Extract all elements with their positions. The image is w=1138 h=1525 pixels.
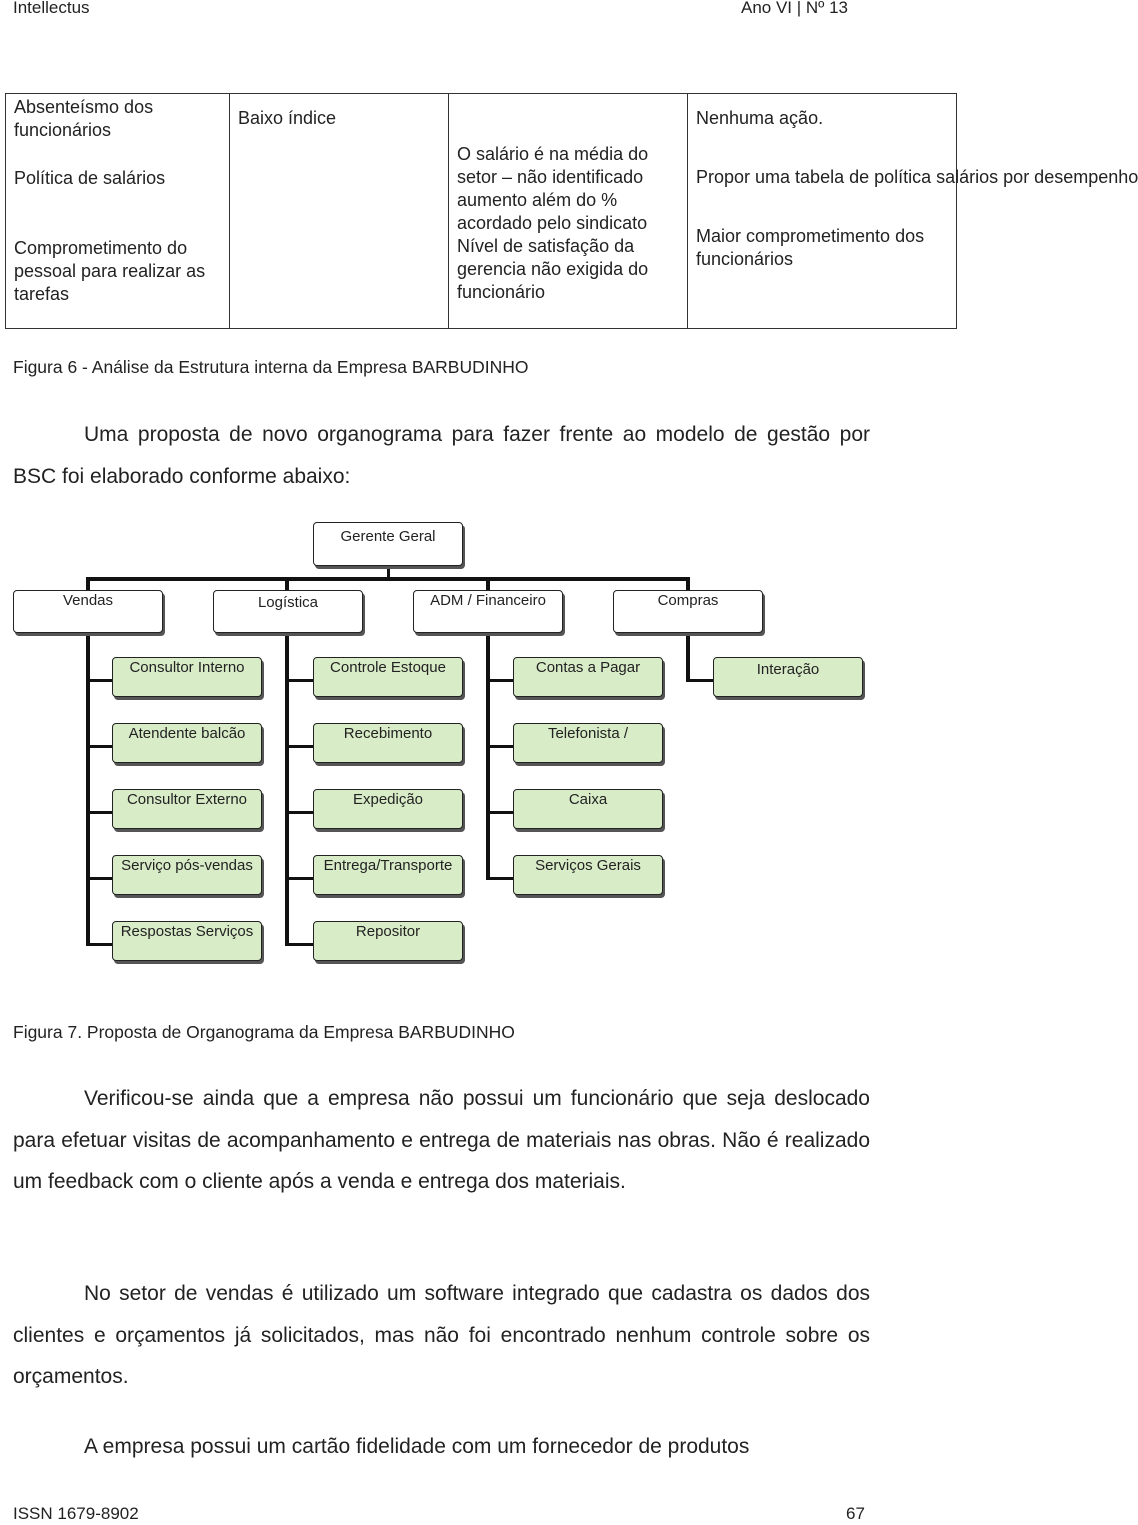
journal-name: Intellectus [13,0,90,17]
action-commitment: Maior comprometimento dos funcionários [696,226,925,269]
paragraph-loyalty: A empresa possui um cartão fidelidade com um fornecedor de produtos [84,1435,750,1458]
connector-compras-trunk [686,633,690,682]
paragraph-software: No setor de vendas é utilizado um software integrado que cadastra os dados dos clientes e orçamentos já solicitados, mas não foi encontrado nenhum controle sobre os orçamentos. [13,1282,870,1388]
issue-label: Ano VI | Nº 13 [741,0,849,17]
action-none: Nenhuma ação. [696,108,824,128]
org-logistica-repositor: Repositor [313,921,463,961]
org-vendas-consultor-externo: Consultor Externo [112,789,262,829]
org-logistica-entrega-transporte: Entrega/Transporte [313,855,463,895]
org-logistica-controle-estoque: Controle Estoque [313,657,463,697]
org-vendas-servico-pos-vendas: Serviço pós-vendas [112,855,262,895]
action-salary-table: Propor uma tabela de política salários por desempenho [696,167,1138,187]
org-logistica-expedicao: Expedição [313,789,463,829]
issn-label: ISSN 1679-8902 [13,1504,139,1523]
org-dept-vendas: Vendas [13,590,163,633]
page-number: 67 [846,1504,865,1523]
table-col-findings [449,94,688,329]
org-adm-servicos-gerais: Serviços Gerais [513,855,663,895]
factor-salary-policy: Política de salários [14,168,166,188]
table-col-factors [6,94,230,329]
org-vendas-consultor-interno: Consultor Interno [112,657,262,697]
figure-7-caption: Figura 7. Proposta de Organograma da Empresa BARBUDINHO [13,1022,515,1042]
connector-compras [686,577,690,591]
org-adm-caixa: Caixa [513,789,663,829]
connector-adm [486,577,490,591]
finding-satisfaction: Nível de satisfação da gerencia não exigida do funcionário [457,236,649,302]
connector-adm-trunk [486,633,490,880]
factor-commitment: Comprometimento do pessoal para realizar as tarefas [14,238,206,304]
org-vendas-respostas-servicos: Respostas Serviços [112,921,262,961]
table-col-actions [688,94,1138,329]
finding-salary: O salário é na média do setor – não identificado aumento além do % acordado pelo sindicato [457,144,649,233]
factor-absenteeism: Absenteísmo dos funcionários [14,97,154,140]
table-col-level [230,94,449,329]
org-logistica-recebimento: Recebimento [313,723,463,763]
paragraph-visits: Verificou-se ainda que a empresa não possui um funcionário que seja deslocado para efetuar visitas de acompanhamento e entrega de materiais nas obras. Não é realizado um feedback com o cliente após a venda e entrega dos materiais. [13,1087,870,1193]
org-compras-interacao: Interação [713,657,863,697]
connector-logistica [285,577,289,591]
connector-vendas [86,577,90,591]
org-dept-adm: ADM / Financeiro [413,590,563,633]
paragraph-org-intro: Uma proposta de novo organograma para fazer frente ao modelo de gestão por BSC foi elaborado conforme abaixo: [13,423,870,488]
org-dept-compras: Compras [613,590,763,633]
connector-top-bar [86,577,690,581]
org-adm-contas-a-pagar: Contas a Pagar [513,657,663,697]
analysis-table [5,93,1138,329]
org-dept-logistica: Logística [213,590,363,633]
figure-6-caption: Figura 6 - Análise da Estrutura interna da Empresa BARBUDINHO [13,357,529,377]
org-root-box: Gerente Geral [313,522,463,566]
org-adm-telefonista: Telefonista / [513,723,663,763]
org-vendas-atendente-balcao: Atendente balcão [112,723,262,763]
level-low: Baixo índice [238,108,337,128]
